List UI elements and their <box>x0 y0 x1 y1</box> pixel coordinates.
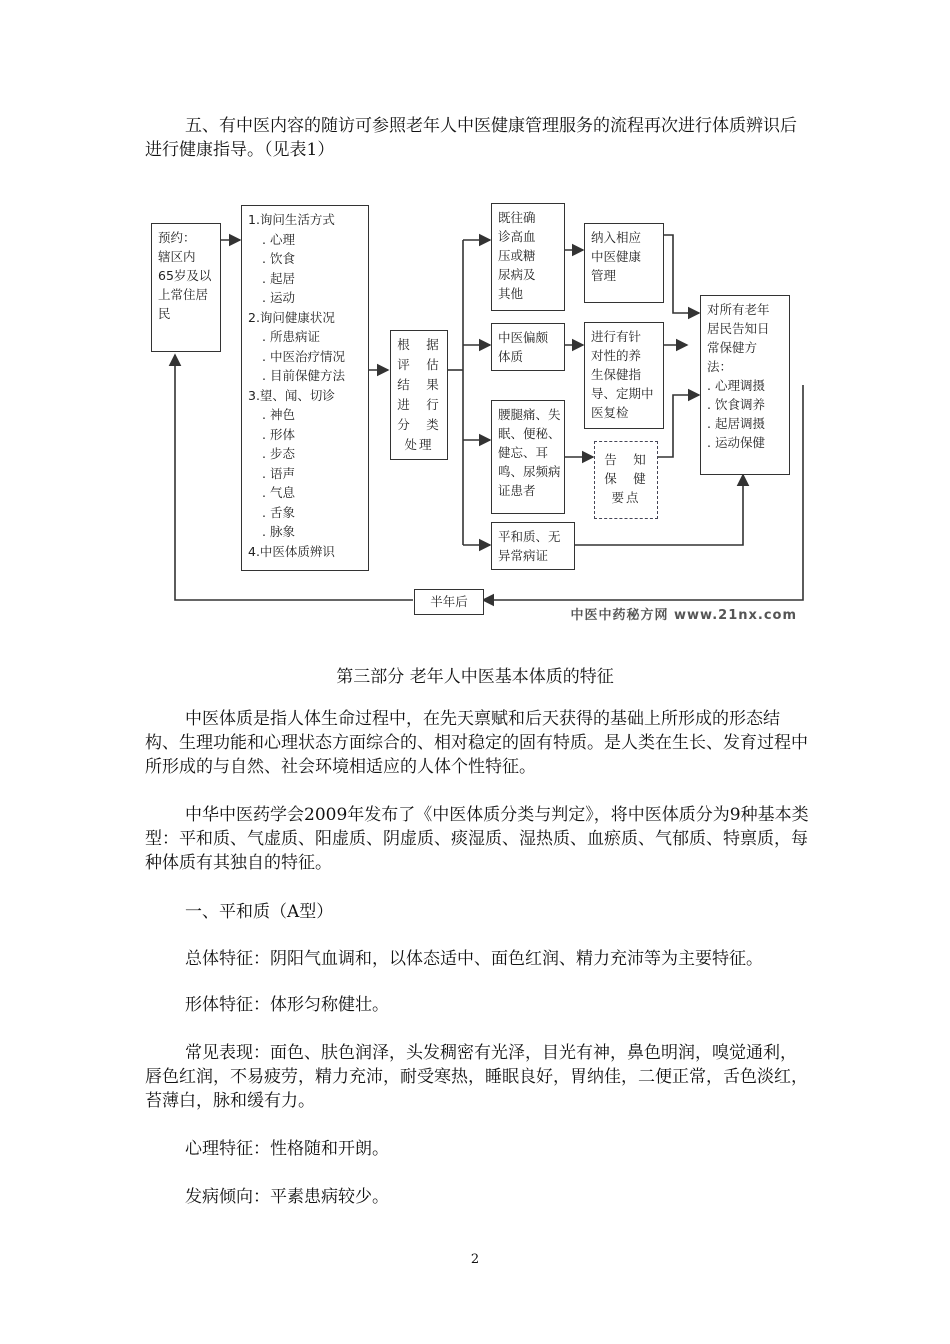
body-paragraph: 总体特征：阴阳气血调和，以体态适中、面色红润、精力充沛等为主要特征。 <box>185 949 763 969</box>
evaluate-line: 根 据 <box>397 337 441 352</box>
inquiry-heading: 2.询问健康状况 <box>248 309 335 325</box>
inquiry-item: . 运动 <box>262 290 295 305</box>
inquiry-item: . 心理 <box>262 231 295 247</box>
diagnosed-line: 诊高血 <box>498 229 536 244</box>
section-title: 第三部分 老年人中医基本体质的特征 <box>336 667 614 687</box>
evaluate-line: 评 估 <box>397 357 441 372</box>
balanced-line: 异常病证 <box>498 548 549 563</box>
balanced-line: 平和质、无 <box>498 529 561 544</box>
box-notify-points <box>594 441 658 519</box>
symptom-line: 健忘、耳 <box>498 445 549 460</box>
notify-line: 保 健 <box>604 471 648 486</box>
box-inquiry <box>241 205 369 571</box>
box-evaluate <box>390 330 448 460</box>
biased-line: 体质 <box>498 349 524 364</box>
include-line: 中医健康 <box>591 249 642 264</box>
evaluate-line: 处理 <box>404 437 434 452</box>
subsection-heading: 一、平和质（A型） <box>185 902 334 922</box>
symptom-line: 证患者 <box>498 483 536 498</box>
diagnosed-line: 尿病及 <box>498 267 536 282</box>
symptom-line: 鸣、尿频病 <box>498 464 561 479</box>
symptom-line: 腰腿痛、失 <box>498 407 561 422</box>
all-line: 对所有老年 <box>707 302 770 317</box>
page-number: 2 <box>470 1252 480 1267</box>
box-half-year <box>414 589 484 615</box>
all-item: . 运动保健 <box>707 435 765 450</box>
inquiry-item: . 神色 <box>262 407 295 422</box>
inquiry-heading: 4.中医体质辨识 <box>248 543 335 559</box>
half-year-label: 半年后 <box>430 594 468 609</box>
body-paragraph: 心理特征：性格随和开朗。 <box>185 1139 389 1159</box>
box-biased-constitution <box>491 323 565 371</box>
evaluate-line: 结 果 <box>397 377 441 392</box>
box-targeted-guidance <box>584 322 664 429</box>
all-line: 法： <box>707 359 733 374</box>
evaluate-line: 分 类 <box>397 417 441 432</box>
all-item: . 心理调摄 <box>707 378 765 393</box>
inquiry-heading: 1.询问生活方式 <box>248 212 335 227</box>
box-reserve-residents <box>151 223 221 352</box>
inquiry-item: . 步态 <box>262 446 295 461</box>
body-paragraph: 常见表现：面色、肤色润泽，头发稠密有光泽，目光有神，鼻色明润，嗅觉通利，唇色红润，不易疲劳，精力充沛，耐受寒热，睡眠良好，胃纳佳，二便正常，舌色淡红，苔薄白，脉和缓有力。 <box>145 1043 808 1111</box>
box-reserve-line: 上常住居 <box>158 287 209 302</box>
all-item: . 饮食调养 <box>707 397 765 412</box>
symptom-line: 眠、便秘、 <box>498 426 561 441</box>
targeted-line: 导、定期中 <box>591 386 654 401</box>
body-paragraph: 发病倾向：平素患病较少。 <box>185 1187 389 1207</box>
notify-line: 要点 <box>611 490 641 505</box>
inquiry-item: . 脉象 <box>262 524 295 539</box>
include-line: 管理 <box>591 268 617 283</box>
box-reserve-line: 民 <box>158 306 171 321</box>
intro-paragraph: 五、有中医内容的随访可参照老年人中医健康管理服务的流程再次进行体质辨识后进行健康指导。（见表1） <box>145 116 797 160</box>
all-line: 居民告知日 <box>707 321 770 336</box>
box-include-management <box>584 223 664 303</box>
inquiry-heading: 3.望、闻、切诊 <box>248 387 335 403</box>
inquiry-item: . 饮食 <box>262 251 295 266</box>
box-diagnosed <box>491 203 565 311</box>
box-symptoms <box>491 400 565 514</box>
notify-line: 告 知 <box>604 452 648 467</box>
inquiry-item: . 目前保健方法 <box>262 368 345 383</box>
targeted-line: 医复检 <box>591 405 629 420</box>
box-balanced <box>491 522 575 570</box>
watermark: 中医中药秘方网 www.21nx.com <box>570 608 797 623</box>
inquiry-item: . 所患病证 <box>262 329 320 344</box>
box-reserve-line: 预约： <box>158 230 196 245</box>
body-paragraph: 中华中医药学会2009年发布了《中医体质分类与判定》，将中医体质分为9种基本类型：平和质、气虚质、阳虚质、阴虚质、痰湿质、湿热质、血瘀质、气郁质、特禀质，每种体质有其独自的特征。 <box>145 805 809 873</box>
diagnosed-line: 既往确 <box>498 210 536 225</box>
all-line: 常保健方 <box>707 340 758 355</box>
all-item: . 起居调摄 <box>707 416 765 431</box>
include-line: 纳入相应 <box>591 230 642 245</box>
inquiry-item: . 中医治疗情况 <box>262 348 345 364</box>
box-all-residents <box>700 295 790 475</box>
targeted-line: 对性的养 <box>591 348 642 363</box>
flowchart <box>143 195 805 627</box>
diagnosed-line: 压或糖 <box>498 248 536 263</box>
targeted-line: 进行有针 <box>591 329 642 344</box>
box-reserve-line: 辖区内 <box>158 249 196 264</box>
biased-line: 中医偏颇 <box>498 330 549 345</box>
evaluate-line: 进 行 <box>397 397 441 412</box>
inquiry-item: . 语声 <box>262 465 295 481</box>
body-paragraph: 形体特征：体形匀称健壮。 <box>185 995 389 1015</box>
inquiry-item: . 气息 <box>262 485 295 500</box>
inquiry-item: . 起居 <box>262 270 295 286</box>
targeted-line: 生保健指 <box>591 367 642 382</box>
box-reserve-line: 65岁及以 <box>158 268 212 283</box>
inquiry-item: . 舌象 <box>262 504 295 520</box>
inquiry-item: . 形体 <box>262 426 295 442</box>
body-paragraph: 中医体质是指人体生命过程中，在先天禀赋和后天获得的基础上所形成的形态结构、生理功能和心理状态方面综合的、相对稳定的固有特质。是人类在生长、发育过程中所形成的与自然、社会环境相适应的人体个性特征。 <box>145 709 808 777</box>
diagnosed-line: 其他 <box>498 286 524 301</box>
